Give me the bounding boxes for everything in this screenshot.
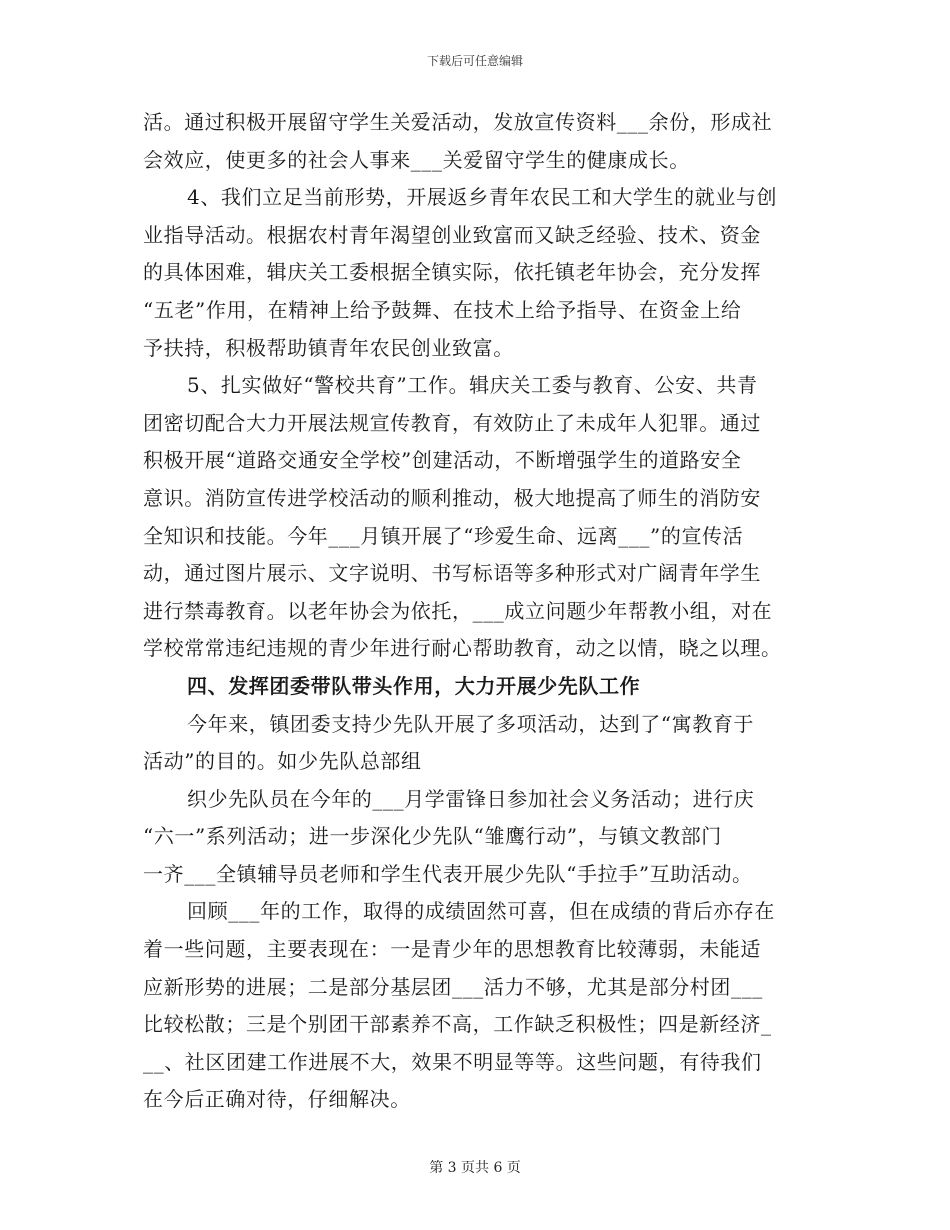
paragraph-line: 织少先队员在今年的___月学雷锋日参加社会义务活动；进行庆 [187,786,755,811]
paragraph-line: __、社区团建工作进展不大，效果不明显等等。这些问题，有待我们 [143,1049,762,1074]
document-body [143,104,807,1119]
paragraph-line: “五老”作用，在精神上给予鼓舞、在技术上给予指导、在资金上给 [143,297,742,322]
paragraph-line: 应新形势的进展；二是部分基层团___活力不够，尤其是部分村团___ [143,974,763,999]
paragraph-line: 全知识和技能。今年___月镇开展了“珍爱生命、远离___”的宣传活 [143,523,744,548]
paragraph-line: 今年来，镇团委支持少先队开展了多项活动，达到了“寓教育于 [187,711,755,736]
paragraph-line: 动，通过图片展示、文字说明、书写标语等多种形式对广阔青年学生 [143,561,761,586]
paragraph-line: 学校常常违纪违规的青少年进行耐心帮助教育，动之以情，晓之以理。 [143,636,782,661]
paragraph-line: 着一些问题，主要表现在：一是青少年的思想教育比较薄弱，未能适 [143,937,761,962]
paragraph-line: 5、扎实做好“警校共育”工作。辑庆关工委与教育、公安、共青 [187,373,758,398]
paragraph-line: 活。通过积极开展留守学生关爱活动，发放宣传资料___余份，形成社 [143,110,773,134]
paragraph-line: 的具体困难，辑庆关工委根据全镇实际，依托镇老年协会，充分发挥 [143,260,761,285]
paragraph-line: 予扶持，积极帮助镇青年农民创业致富。 [143,335,514,360]
page-footer: 第 3 页共 6 页 [429,1160,521,1176]
paragraph-line: 在今后正确对待，仔细解决。 [143,1087,411,1112]
page-header: 下载后可任意编辑 [426,54,523,68]
paragraph-line: “六一”系列活动；进一步深化少先队“雏鹰行动”，与镇文教部门 [143,824,722,849]
paragraph-line: 进行禁毒教育。以老年协会为依托，___成立问题少年帮教小组，对在 [143,598,773,623]
paragraph-line: 活动”的目的。如少先队总部组 [143,749,422,774]
paragraph-line: 积极开展“道路交通安全学校”创建活动，不断增强学生的道路安全 [143,448,742,473]
paragraph-line: 回顾___年的工作，取得的成绩固然可喜，但在成绩的背后亦存在 [187,899,775,924]
paragraph-line: 4、我们立足当前形势，开展返乡青年农民工和大学生的就业与创 [187,185,778,210]
paragraph-line: 一齐___全镇辅导员老师和学生代表开展少先队“手拉手”互助活动。 [143,861,753,886]
paragraph-line: 会效应，使更多的社会人事来___关爱留守学生的健康成长。 [143,147,690,172]
paragraph-line: 业指导活动。根据农村青年渴望创业致富而又缺乏经验、技术、资金 [143,222,761,247]
paragraph-line: 团密切配合大力开展法规宣传教育，有效防止了未成年人犯罪。通过 [143,410,761,435]
paragraph-line: 比较松散；三是个别团干部素养不高，工作缺乏积极性；四是新经济_ [143,1012,772,1037]
paragraph-line: 意识。消防宣传进学校活动的顺利推动，极大地提高了师生的消防安 [143,485,761,510]
section-heading: 四、发挥团委带队带头作用，大力开展少先队工作 [187,673,641,698]
